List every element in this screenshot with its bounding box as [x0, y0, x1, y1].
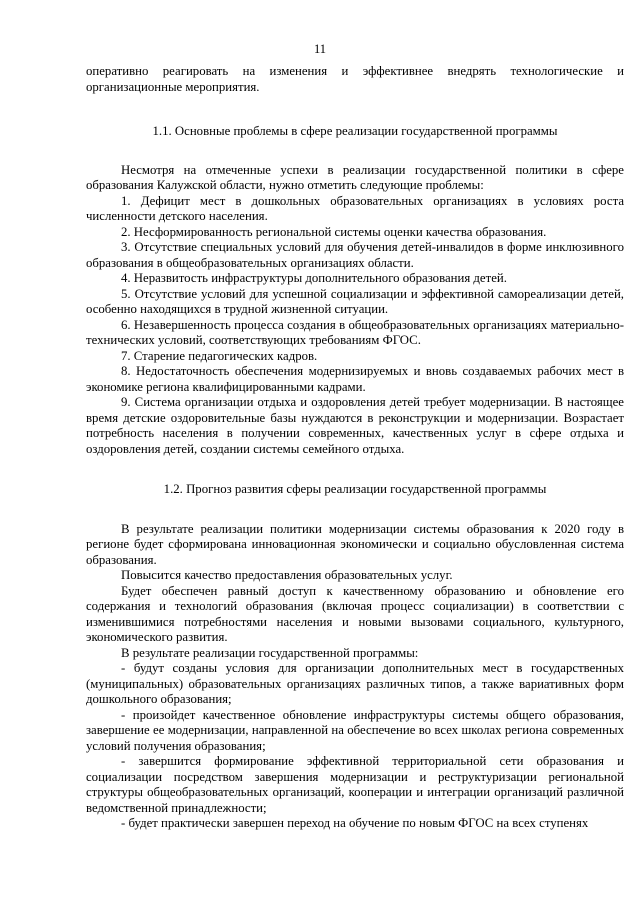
- problem-item-6: 6. Незавершенность процесса создания в общеобразовательных организациях материально-технических условий, соответствующих требованиям ФГОС.: [86, 317, 624, 347]
- section-1-1-heading: 1.1. Основные проблемы в сфере реализации государственной программы: [152, 124, 558, 138]
- problem-item-3: 3. Отсутствие специальных условий для обучения детей-инвалидов в форме инклюзивного образования в общеобразовательных организациях области.: [86, 240, 624, 270]
- page-content: [86, 64, 624, 832]
- forecast-bullet-3: - завершится формирование эффективной территориальной сети образования и социализации посредством завершения модернизации и реструктуризации региональной структуры общеобразовательных организаций, кооперации и интеграции организаций различной ведомственной принадлежности;: [86, 754, 624, 815]
- forecast-bullet-2: - произойдет качественное обновление инфраструктуры системы общего образования, завершение ее модернизации, направленной на обеспечение во всех школах региона современных условий получения образования;: [86, 707, 624, 753]
- problem-item-7: 7. Старение педагогических кадров.: [121, 348, 318, 363]
- forecast-paragraph-2: Повысится качество предоставления образовательных услуг.: [121, 568, 453, 582]
- problem-item-2: 2. Несформированность региональной системы оценки качества образования.: [121, 224, 547, 239]
- forecast-paragraph-4: В результате реализации государственной программы:: [121, 645, 419, 660]
- problem-item-1: 1. Дефицит мест в дошкольных образовательных организациях в условиях роста численности детского населения.: [86, 193, 624, 223]
- section-1-2-heading: 1.2. Прогноз развития сферы реализации государственной программы: [163, 482, 547, 496]
- forecast-bullet-4: - будет практически завершен переход на обучение по новым ФГОС на всех ступенях: [121, 816, 589, 830]
- problem-item-4: 4. Неразвитость инфраструктуры дополнительного образования детей.: [121, 271, 507, 285]
- forecast-paragraph-3: Будет обеспечен равный доступ к качественному образованию и обновление его содержания и технологий образования (включая процесс социализации) в соответствии с изменившимися потребностями населения и новыми вызовами социального, культурного, экономического развития.: [86, 583, 624, 644]
- section-1-1-intro: Несмотря на отмеченные успехи в реализации государственной политики в сфере образования Калужской области, нужно отметить следующие проблемы:: [86, 162, 624, 192]
- problem-item-8: 8. Недостаточность обеспечения модернизируемых и вновь создаваемых рабочих мест в экономике региона квалифицированными кадрами.: [86, 364, 624, 394]
- forecast-paragraph-1: В результате реализации политики модернизации системы образования к 2020 году в регионе будет сформирована инновационная экономически и социально обусловленная система образования.: [86, 521, 624, 567]
- problem-item-5: 5. Отсутствие условий для успешной социализации и эффективной самореализации детей, особенно находящихся в трудной жизненной ситуации.: [86, 286, 624, 316]
- forecast-bullet-1: - будут созданы условия для организации дополнительных мест в государственных (муниципальных) образовательных организациях различных типов, а также вариативных форм дошкольного образования;: [86, 661, 624, 706]
- problem-item-9: 9. Система организации отдыха и оздоровления детей требует модернизации. В настоящее время детские оздоровительные базы нуждаются в реконструкции и модернизации. Возрастает потребность населения в получении современных, качественных услуг в сфере отдыха и оздоровления детей, создании системы семейного отдыха.: [86, 395, 624, 456]
- page-number: 11: [313, 42, 327, 56]
- continuation-paragraph: оперативно реагировать на изменения и эффективнее внедрять технологические и организационные мероприятия.: [86, 64, 624, 94]
